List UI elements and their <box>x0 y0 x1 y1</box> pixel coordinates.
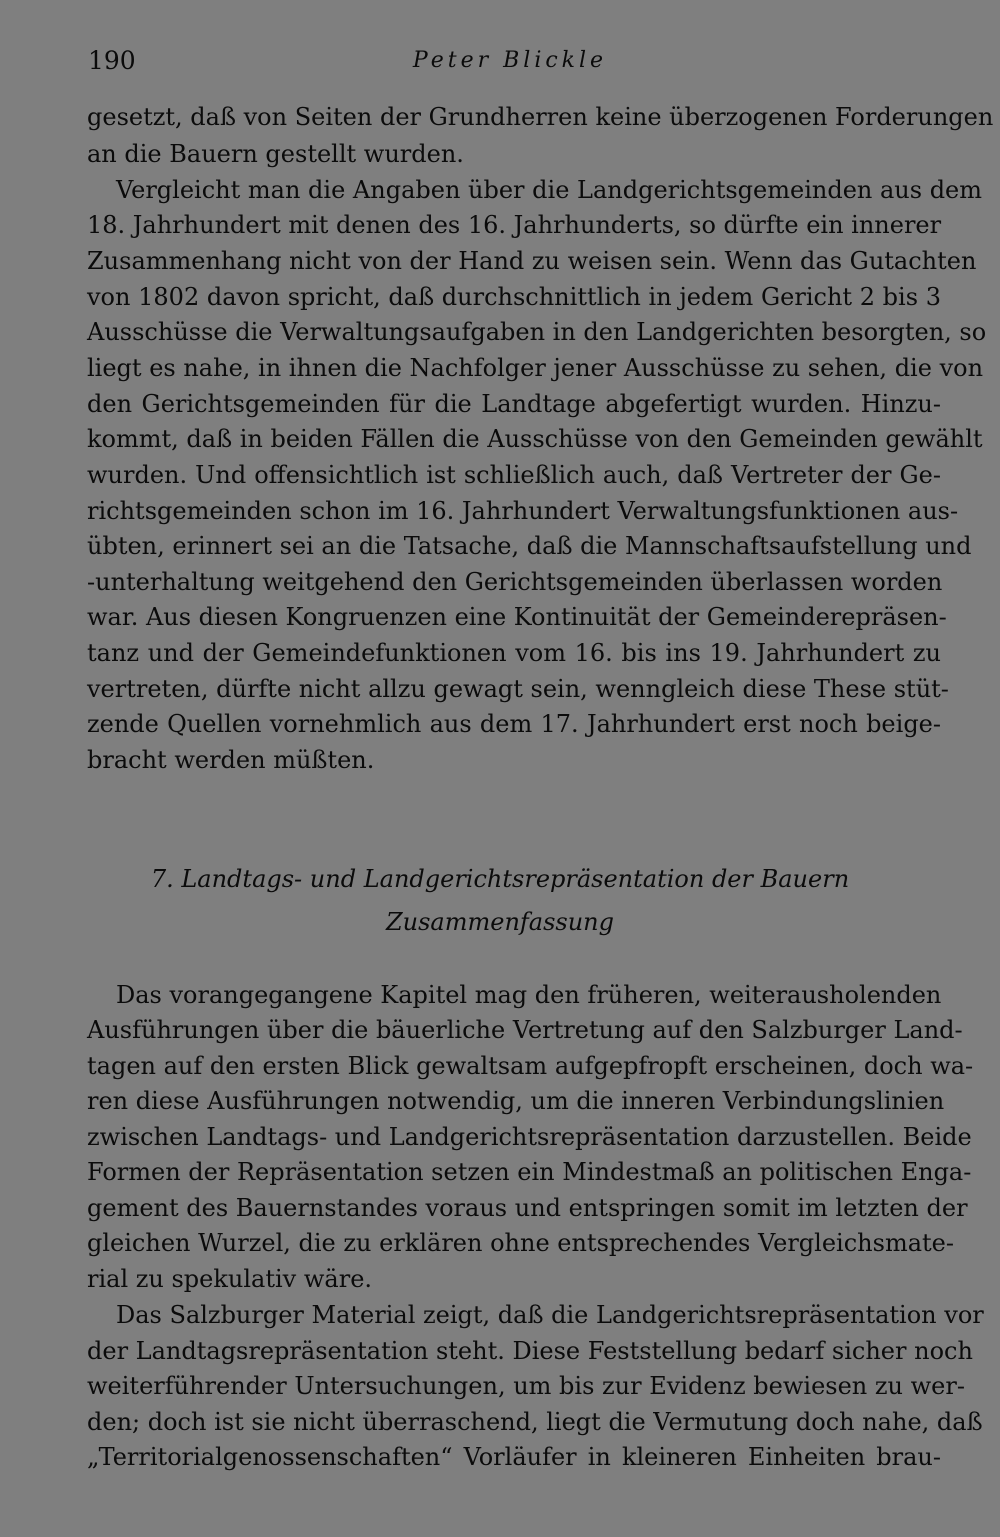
text-line: tagen auf den ersten Blick gewaltsam aufgepfropft erscheinen, doch wa- <box>87 1052 974 1080</box>
text-line: zwischen Landtags- und Landgerichtsrepräsentation darzustellen. Beide <box>87 1123 972 1151</box>
text-line: kommt, daß in beiden Fällen die Ausschüsse von den Gemeinden gewählt <box>87 425 983 453</box>
text-line: Formen der Repräsentation setzen ein Mindestmaß an politischen Enga- <box>87 1158 972 1186</box>
text-line: rial zu spekulativ wäre. <box>87 1265 373 1293</box>
text-line: gleichen Wurzel, die zu erklären ohne entsprechendes Vergleichsmate- <box>87 1229 954 1257</box>
text-line: Ausführungen über die bäuerliche Vertretung auf den Salzburger Land- <box>87 1016 963 1044</box>
text-line: gesetzt, daß von Seiten der Grundherren keine überzogenen Forderungen <box>87 103 994 131</box>
text-line: von 1802 davon spricht, daß durchschnittlich in jedem Gericht 2 bis 3 <box>87 283 941 311</box>
text-line: zende Quellen vornehmlich aus dem 17. Jahrhundert erst noch beige- <box>87 710 941 738</box>
text-line: übten, erinnert sei an die Tatsache, daß die Mannschaftsaufstellung und <box>87 532 972 560</box>
text-line: richtsgemeinden schon im 16. Jahrhundert Verwaltungsfunktionen aus- <box>87 497 959 525</box>
text-line: Das vorangegangene Kapitel mag den früheren, weiterausholenden <box>116 981 942 1009</box>
text-line: ren diese Ausführungen notwendig, um die inneren Verbindungslinien <box>87 1087 945 1115</box>
section-subheading: Zusammenfassung <box>385 908 615 936</box>
text-line: „Territorialgenossenschaften“ Vorläufer in kleineren Einheiten brau- <box>87 1443 941 1471</box>
page-number: 190 <box>88 46 136 75</box>
text-line: -unterhaltung weitgehend den Gerichtsgemeinden überlassen worden <box>87 568 943 596</box>
text-line: an die Bauern gestellt wurden. <box>87 140 464 168</box>
text-line: liegt es nahe, in ihnen die Nachfolger jener Ausschüsse zu sehen, die von <box>87 354 984 382</box>
text-line: 18. Jahrhundert mit denen des 16. Jahrhunderts, so dürfte ein innerer <box>87 211 942 239</box>
text-line: bracht werden müßten. <box>87 746 375 774</box>
running-head: Peter Blickle <box>412 48 608 73</box>
text-line: Zusammenhang nicht von der Hand zu weisen sein. Wenn das Gutachten <box>87 247 977 275</box>
text-line: wurden. Und offensichtlich ist schließlich auch, daß Vertreter der Ge- <box>87 461 941 489</box>
text-line: Ausschüsse die Verwaltungsaufgaben in den Landgerichten besorgten, so <box>87 318 987 346</box>
text-line: den Gerichtsgemeinden für die Landtage abgefertigt wurden. Hinzu- <box>87 390 941 418</box>
section-heading: 7. Landtags- und Landgerichtsrepräsentation der Bauern <box>150 865 850 893</box>
text-line: gement des Bauernstandes voraus und entspringen somit im letzten der <box>87 1194 968 1222</box>
text-line: tanz und der Gemeindefunktionen vom 16. bis ins 19. Jahrhundert zu <box>87 639 941 667</box>
text-line: den; doch ist sie nicht überraschend, liegt die Vermutung doch nahe, daß <box>87 1408 983 1436</box>
text-line: weiterführender Untersuchungen, um bis zur Evidenz bewiesen zu wer- <box>87 1372 965 1400</box>
text-line: war. Aus diesen Kongruenzen eine Kontinuität der Gemeinderepräsen- <box>87 603 947 631</box>
text-line: vertreten, dürfte nicht allzu gewagt sein, wenngleich diese These stüt- <box>87 675 949 703</box>
text-line: der Landtagsrepräsentation steht. Diese Feststellung bedarf sicher noch <box>87 1337 973 1365</box>
text-line: Vergleicht man die Angaben über die Landgerichtsgemeinden aus dem <box>116 176 983 204</box>
text-line: Das Salzburger Material zeigt, daß die Landgerichtsrepräsentation vor <box>116 1301 984 1329</box>
